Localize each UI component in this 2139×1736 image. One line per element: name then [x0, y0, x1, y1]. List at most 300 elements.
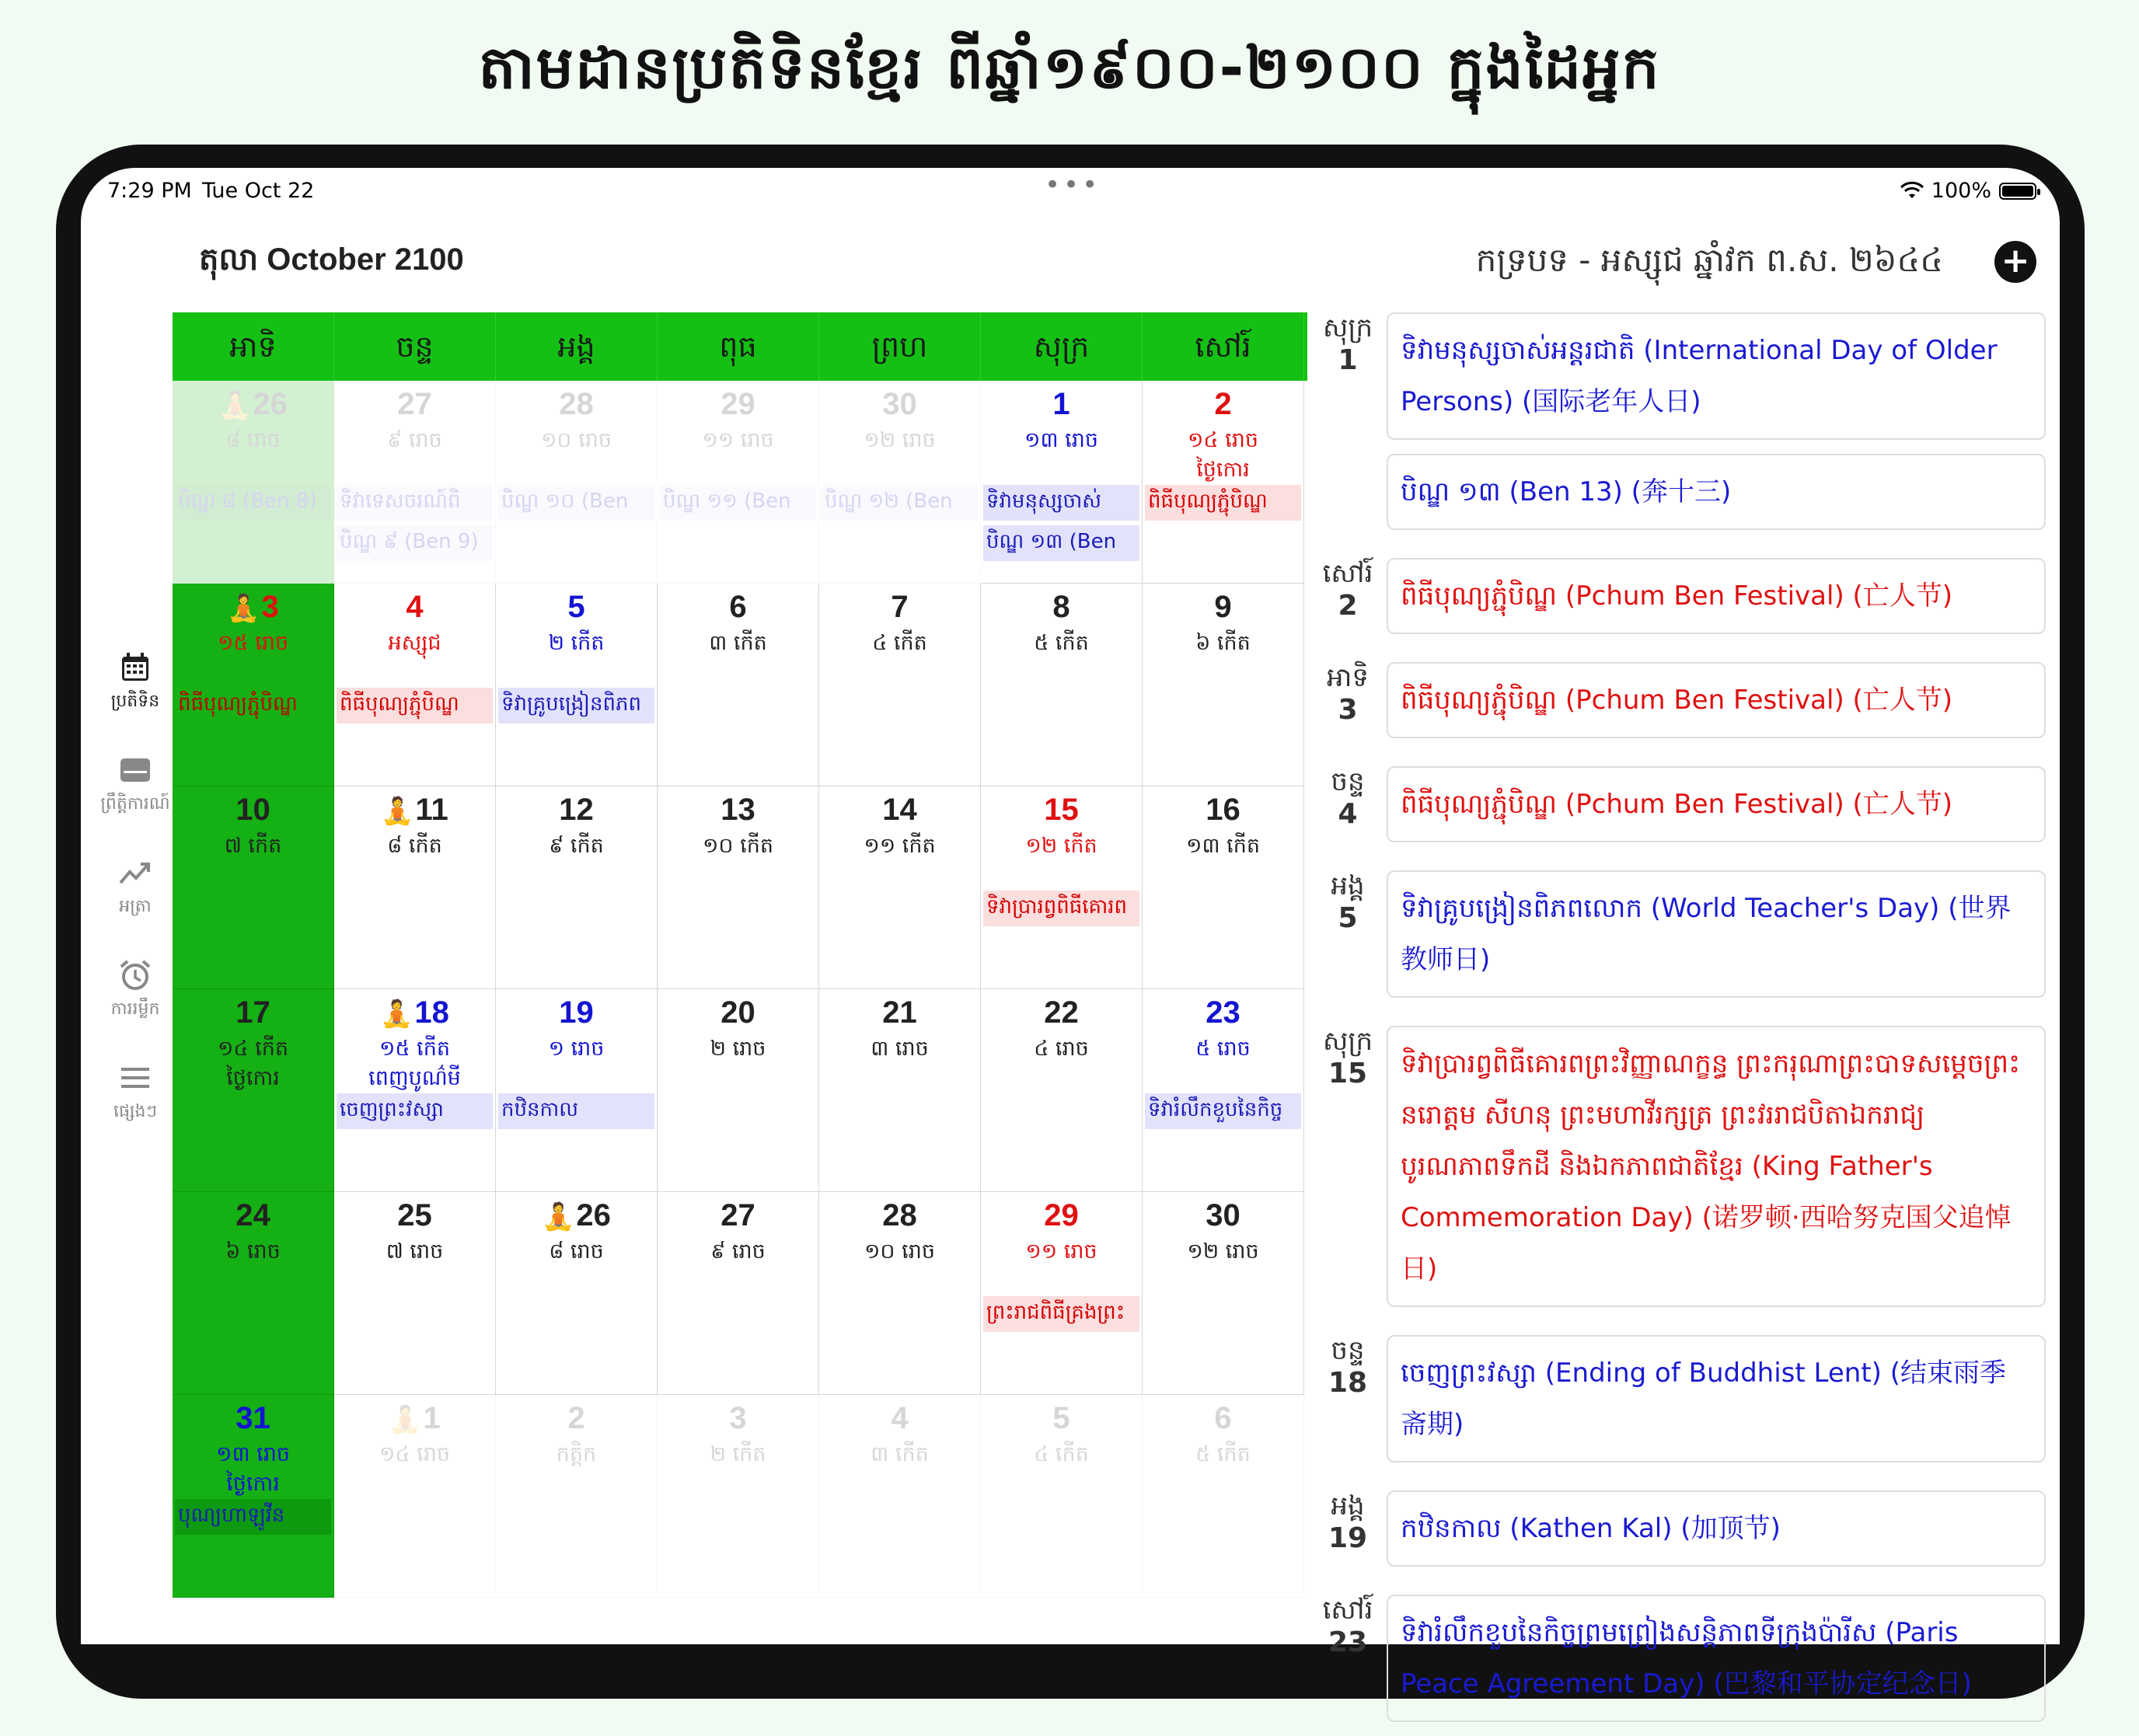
- day-number-text: 6: [1214, 1401, 1232, 1435]
- day-number: [173, 387, 333, 422]
- day-number: [1143, 1198, 1303, 1233]
- day-events: [983, 485, 1139, 566]
- day-number-text: 2: [1214, 387, 1232, 421]
- day-number-text: 30: [882, 387, 917, 421]
- lunar-line: ថ្ងៃកោរ: [226, 1472, 280, 1496]
- day-number-text: 28: [559, 387, 594, 421]
- event-cards: [1387, 558, 2046, 648]
- event-chip[interactable]: ទិវាប្រារព្វពិធីគោរព: [983, 891, 1139, 926]
- lunar-date: [819, 1034, 980, 1064]
- lunar-date: [819, 629, 980, 658]
- lunar-date: [658, 426, 818, 455]
- event-weekday: សុក្រ: [1322, 312, 1373, 343]
- lunar-line: ១១ រោច: [702, 428, 774, 452]
- calendar-grid: [173, 381, 1307, 1598]
- day-cell[interactable]: [173, 1192, 334, 1395]
- day-number-text: 23: [1206, 995, 1240, 1030]
- month-calendar: [173, 312, 1307, 1644]
- day-cell[interactable]: [1143, 381, 1304, 584]
- day-number: [496, 387, 657, 422]
- lunar-date: [334, 1440, 495, 1469]
- day-events: [1145, 485, 1301, 525]
- day-number-text: 10: [236, 793, 270, 827]
- day-cell[interactable]: [981, 786, 1143, 989]
- day-number: [981, 1198, 1142, 1233]
- event-chip[interactable]: បិណ្ឌ ១៣ (Ben: [983, 525, 1139, 561]
- day-events: [337, 1093, 493, 1134]
- lunar-line: អស្សុជ: [388, 631, 441, 655]
- day-number-text: 21: [882, 995, 917, 1030]
- status-time: 7:29 PM: [107, 179, 192, 203]
- day-cell[interactable]: [658, 1395, 819, 1598]
- lunar-date: [496, 1440, 657, 1469]
- day-number-text: 28: [882, 1198, 917, 1232]
- event-cards: [1387, 870, 2046, 1012]
- day-events: [822, 485, 978, 525]
- lunar-date: [819, 426, 980, 455]
- battery-percent: 100%: [1931, 179, 1991, 203]
- event-chip[interactable]: ព្រះរាជពិធីគ្រងព្រះ: [983, 1296, 1139, 1332]
- lunar-line: ១៤ រោច: [1188, 428, 1258, 452]
- day-number: [1143, 1401, 1303, 1436]
- day-number-text: 22: [1044, 995, 1079, 1030]
- event-card[interactable]: ចេញព្រះវស្សា (Ending of Buddhist Lent) (结束雨季斋期): [1387, 1335, 2046, 1462]
- day-number-text: 17: [236, 995, 270, 1030]
- lunar-date: [1143, 831, 1303, 861]
- lunar-date: [981, 1237, 1142, 1267]
- day-number-text: 12: [559, 793, 594, 827]
- day-cell[interactable]: [173, 584, 334, 786]
- weekday-label: ពុធ: [658, 312, 819, 381]
- day-cell[interactable]: [658, 989, 819, 1192]
- day-number-text: 4: [406, 590, 424, 624]
- day-number: [1143, 793, 1303, 828]
- day-events: [983, 1296, 1139, 1337]
- lunar-date: [1143, 1034, 1303, 1064]
- day-cell[interactable]: [173, 1395, 334, 1598]
- event-day: 15: [1328, 1058, 1368, 1089]
- event-day: 4: [1338, 798, 1358, 830]
- weekday-label: សុក្រ: [981, 312, 1143, 381]
- event-date: [1317, 1595, 1379, 1736]
- event-cards: [1387, 766, 2046, 856]
- lunar-line: ១៣ រោច: [1024, 428, 1098, 452]
- event-group: [1317, 662, 2055, 752]
- event-chip[interactable]: ពិធីបុណ្យភ្ជុំបិណ្ឌ: [1145, 485, 1301, 521]
- day-cell[interactable]: [981, 584, 1143, 786]
- event-chip[interactable]: ពិធីបុណ្យភ្ជុំបិណ្ឌ: [178, 692, 298, 716]
- event-day: 18: [1328, 1367, 1368, 1399]
- menu-icon: [117, 1060, 153, 1096]
- day-number: [1143, 590, 1303, 625]
- day-number-text: 26: [253, 387, 288, 421]
- day-events: [1145, 1093, 1301, 1134]
- wifi-icon: [1900, 183, 1924, 200]
- lunar-date: [173, 426, 333, 455]
- lunar-date: [334, 831, 495, 861]
- day-number: [173, 793, 333, 828]
- sidebar-item-label: ប្រតិទិន: [110, 692, 160, 711]
- lunar-date: [819, 1440, 980, 1469]
- lunar-date: [658, 629, 818, 658]
- day-cell[interactable]: [496, 381, 658, 584]
- event-weekday: ចន្ទ: [1331, 766, 1365, 797]
- event-card[interactable]: ពិធីបុណ្យភ្ជុំបិណ្ឌ (Pchum Ben Festival) (亡人节): [1387, 766, 2046, 842]
- day-events: [498, 485, 654, 525]
- event-weekday: ចន្ទ: [1331, 1335, 1365, 1366]
- event-group: [1317, 1595, 2055, 1736]
- day-events: [983, 891, 1139, 931]
- event-cards: [1387, 1490, 2046, 1581]
- lunar-line: ៩ រោច: [387, 428, 442, 452]
- sidebar-item-label: ផ្សេងៗ: [113, 1102, 157, 1121]
- event-group: [1317, 1335, 2055, 1476]
- day-number-text: 1: [423, 1401, 441, 1435]
- day-number-text: 15: [1044, 793, 1079, 827]
- weekday-label: សៅរ៍: [1143, 312, 1304, 381]
- day-cell[interactable]: [1143, 1192, 1304, 1395]
- event-cards: [1387, 1026, 2046, 1321]
- lunar-date: [334, 629, 495, 658]
- day-number: [658, 1198, 818, 1233]
- event-card[interactable]: កឋិនកាល (Kathen Kal) (加顶节): [1387, 1490, 2046, 1567]
- lunar-line: ១១ រោច: [1025, 1239, 1097, 1264]
- status-date: Tue Oct 22: [202, 179, 315, 203]
- multitask-dots[interactable]: •••: [1045, 169, 1101, 200]
- lunar-line: ៣ កើត: [709, 631, 767, 655]
- lunar-line: ១០ កើត: [703, 834, 773, 858]
- day-cell[interactable]: [658, 786, 819, 989]
- lunar-line: ១៤ រោច: [379, 1442, 450, 1466]
- lunar-line: ៦ កើត: [1195, 631, 1251, 655]
- event-date: [1317, 558, 1379, 648]
- lunar-date: [173, 1034, 333, 1093]
- event-weekday: អង្គ: [1331, 870, 1365, 901]
- day-events: [175, 688, 331, 728]
- day-number-text: 3: [261, 590, 279, 624]
- day-cell[interactable]: [981, 1395, 1143, 1598]
- event-date: [1317, 662, 1379, 752]
- event-chip[interactable]: ពិធីបុណ្យភ្ជុំបិណ្ឌ: [337, 688, 493, 723]
- day-events: [175, 485, 331, 525]
- lunar-line: ៦ រោច: [225, 1239, 281, 1264]
- calendar-icon: [117, 650, 153, 685]
- lunar-line: ៣ កើត: [871, 1442, 929, 1466]
- day-number: [173, 1401, 333, 1436]
- lunar-date: [334, 1237, 495, 1267]
- lunar-date: [1143, 426, 1303, 485]
- lunar-date: [981, 1034, 1142, 1064]
- day-number: [173, 995, 333, 1030]
- day-number-text: 18: [414, 995, 449, 1030]
- news-icon: [117, 752, 153, 788]
- day-cell[interactable]: [334, 1192, 496, 1395]
- event-chip[interactable]: ទិវាទេសចរណ៍ពិ: [337, 485, 493, 521]
- lunar-line: ៤ កើត: [1034, 1442, 1089, 1466]
- event-chip[interactable]: ទិវាមនុស្សចាស់: [983, 485, 1139, 521]
- event-date: [1317, 766, 1379, 856]
- day-cell[interactable]: [496, 989, 658, 1192]
- lunar-date: [658, 831, 818, 861]
- lunar-line: ១១ កើត: [864, 834, 936, 858]
- event-date: [1317, 1490, 1379, 1581]
- day-number: [981, 1401, 1142, 1436]
- lunar-line: ១២ រោច: [864, 428, 936, 452]
- day-number: [658, 387, 818, 422]
- event-chip[interactable]: កឋិនកាល: [498, 1093, 654, 1129]
- day-number-text: 24: [236, 1198, 270, 1232]
- event-day: 19: [1328, 1522, 1368, 1554]
- lunar-date: [658, 1440, 818, 1469]
- lunar-date: [981, 1440, 1142, 1469]
- lunar-date: [658, 1237, 818, 1267]
- lunar-date: [981, 629, 1142, 658]
- lunar-date: [658, 1034, 818, 1064]
- lunar-line: ៥ រោច: [1195, 1037, 1251, 1061]
- day-cell[interactable]: [334, 584, 496, 786]
- day-number: [334, 387, 495, 422]
- day-cell[interactable]: [496, 786, 658, 989]
- event-cards: [1387, 312, 2046, 544]
- event-weekday: សៅរ៍: [1322, 558, 1373, 589]
- day-cell[interactable]: [334, 381, 496, 584]
- event-chip[interactable]: បិណ្ឌ ៩ (Ben 9): [337, 525, 493, 561]
- weekday-label: ចន្ទ: [334, 312, 496, 381]
- day-number: [658, 1401, 818, 1436]
- day-cell[interactable]: [981, 1192, 1143, 1395]
- day-number-text: 3: [729, 1401, 747, 1435]
- event-weekday: អាទិ: [1327, 662, 1369, 693]
- lunar-line: ៥ កើត: [1034, 631, 1089, 655]
- day-number-text: 14: [882, 793, 917, 827]
- day-cell[interactable]: [819, 1192, 981, 1395]
- day-cell[interactable]: [496, 1395, 658, 1598]
- day-cell[interactable]: [819, 1395, 981, 1598]
- day-cell[interactable]: [334, 1395, 496, 1598]
- day-cell[interactable]: [981, 381, 1143, 584]
- event-day: 23: [1328, 1626, 1368, 1658]
- day-number-text: 25: [397, 1198, 432, 1232]
- sidebar-item-label: ការរម្លឹក: [110, 999, 160, 1019]
- day-number: [1143, 995, 1303, 1030]
- day-number: [334, 793, 495, 828]
- lunar-line: ១២ រោច: [1187, 1239, 1259, 1264]
- day-number-text: 4: [891, 1401, 909, 1435]
- monk-icon: 🧘: [381, 797, 414, 826]
- day-cell[interactable]: [1143, 584, 1304, 786]
- day-events: [498, 1093, 654, 1134]
- lunar-line: ៧ រោច: [386, 1239, 444, 1264]
- lunar-line: ៨ រោច: [225, 428, 281, 452]
- day-number-text: 27: [397, 387, 432, 421]
- day-cell[interactable]: [658, 381, 819, 584]
- day-cell[interactable]: [1143, 989, 1304, 1192]
- lunar-date: [981, 426, 1142, 455]
- day-number-text: 8: [1052, 590, 1070, 624]
- event-chip[interactable]: ទិវារំលឹកខួបនៃកិច្ច: [1145, 1093, 1301, 1129]
- weekday-label: ព្រហ: [819, 312, 981, 381]
- event-card[interactable]: ទិវាប្រារព្វពិធីគោរពព្រះវិញ្ញាណក្ខន្ធ ព្រះករុណាព្រះបាទសម្តេចព្រះ នរោត្តម សីហនុ ព្រះមហាវីរក្សត្រ ព្រះវររាជបិតាឯករាជ្យ បូរណភាពទឹកដី និងឯកភាពជាតិខ្មែរ (King Father's Commemoration Day) (诺罗顿·西哈努克国父追悼日): [1387, 1026, 2046, 1307]
- lunar-date: [819, 1237, 980, 1267]
- event-group: [1317, 766, 2055, 856]
- day-number: [981, 590, 1142, 625]
- status-right: [1900, 179, 2036, 203]
- event-card[interactable]: ទិវាគ្រូបង្រៀនពិភពលោក (World Teacher's Day) (世界教师日): [1387, 870, 2046, 998]
- lunar-line: ១២ កើត: [1025, 834, 1097, 858]
- lunar-date: [496, 1034, 657, 1064]
- event-group: [1317, 870, 2055, 1012]
- lunar-date: [496, 831, 657, 861]
- monk-icon: 🧘: [227, 594, 260, 623]
- lunar-date: [334, 426, 495, 455]
- event-group: [1317, 312, 2055, 544]
- day-cell[interactable]: [1143, 1395, 1304, 1598]
- event-chip[interactable]: បិណ្ឌ ១២ (Ben: [822, 485, 978, 521]
- lunar-line: ៣ រោច: [871, 1037, 929, 1061]
- day-number-text: 9: [1214, 590, 1232, 624]
- day-cell[interactable]: [173, 786, 334, 989]
- day-number-text: 13: [721, 793, 755, 827]
- day-number: [819, 590, 980, 625]
- day-number: [819, 995, 980, 1030]
- battery-icon: [1999, 183, 2036, 200]
- lunar-line: ១៥ រោច: [218, 631, 288, 655]
- day-cell[interactable]: [173, 381, 334, 584]
- lunar-year-info: កទ្របទ - អស្សុជ ឆ្នាំវក ព.ស. ២៦៤៤: [1475, 241, 1943, 279]
- day-number-text: 1: [1052, 387, 1070, 421]
- day-cell[interactable]: [173, 989, 334, 1192]
- event-group: [1317, 1026, 2055, 1321]
- add-button[interactable]: +: [1994, 241, 2036, 283]
- event-date: [1317, 1026, 1379, 1321]
- day-number: [658, 995, 818, 1030]
- day-number-text: 2: [567, 1401, 585, 1435]
- lunar-date: [819, 831, 980, 861]
- day-number: [173, 590, 333, 625]
- day-cell[interactable]: [334, 989, 496, 1192]
- day-number: [334, 590, 495, 625]
- day-cell[interactable]: [819, 381, 981, 584]
- day-number: [334, 995, 495, 1030]
- event-chip[interactable]: បុណ្យហាឡូវីន: [175, 1499, 331, 1535]
- event-weekday: សៅរ៍: [1322, 1595, 1373, 1626]
- event-weekday: អង្គ: [1331, 1490, 1365, 1522]
- lunar-line: ៨ កើត: [387, 834, 442, 858]
- day-number: [819, 1198, 980, 1233]
- event-cards: [1387, 1335, 2046, 1476]
- lunar-line: ១០ រោច: [864, 1239, 935, 1264]
- day-cell[interactable]: [496, 1192, 658, 1395]
- event-date: [1317, 870, 1379, 1012]
- event-card[interactable]: បិណ្ឌ ១៣ (Ben 13) (奔十三): [1387, 454, 2046, 530]
- day-number: [819, 1401, 980, 1436]
- app-screen: [81, 168, 2060, 1699]
- lunar-date: [496, 629, 657, 658]
- promo-headline: តាមដានប្រតិទិនខ្មែរ ពីឆ្នាំ១៩០០-២១០០ ក្នុងដៃអ្នក: [478, 33, 1661, 102]
- day-number-text: 26: [576, 1198, 611, 1232]
- month-english: October 2100: [267, 242, 464, 277]
- day-events: [660, 485, 816, 525]
- day-cell[interactable]: [1143, 786, 1304, 989]
- day-number: [658, 590, 818, 625]
- event-chip[interactable]: បិណ្ឌ ៨ (Ben 8): [175, 485, 331, 521]
- event-chip[interactable]: ចេញព្រះវស្សា: [337, 1093, 493, 1129]
- event-card[interactable]: ទិវាមនុស្សចាស់អន្តរជាតិ (International Day of Older Persons) (国际老年人日): [1387, 312, 2046, 440]
- day-number-text: 30: [1206, 1198, 1240, 1232]
- event-cards: [1387, 1595, 2046, 1736]
- lunar-date: [496, 1237, 657, 1267]
- event-card[interactable]: ពិធីបុណ្យភ្ជុំបិណ្ឌ (Pchum Ben Festival) (亡人节): [1387, 558, 2046, 634]
- lunar-date: [981, 831, 1142, 861]
- day-number-text: 11: [415, 793, 448, 827]
- weekday-label: អង្គ: [496, 312, 658, 381]
- day-cell[interactable]: [981, 989, 1143, 1192]
- day-cell[interactable]: [496, 584, 658, 786]
- event-chip[interactable]: ទិវាគ្រូបង្រៀនពិភព: [498, 688, 654, 723]
- event-chip[interactable]: បិណ្ឌ ១១ (Ben: [660, 485, 816, 521]
- day-events: [337, 688, 493, 728]
- lunar-line: ពេញបូណ៌មី: [368, 1066, 461, 1090]
- day-events: [175, 1499, 331, 1539]
- lunar-line: ២ រោច: [710, 1037, 766, 1061]
- monk-icon: 🧘: [380, 999, 413, 1029]
- day-number: [981, 793, 1142, 828]
- weekday-header: [173, 312, 1307, 381]
- day-cell[interactable]: [819, 786, 981, 989]
- day-number-text: 6: [729, 590, 747, 624]
- alarm-icon: [117, 957, 153, 993]
- day-number-text: 20: [721, 995, 755, 1030]
- event-group: [1317, 1490, 2055, 1581]
- trend-icon: [117, 855, 153, 891]
- day-number-text: 29: [1044, 1198, 1079, 1232]
- lunar-date: [173, 1237, 333, 1267]
- lunar-line: ថ្ងៃកោរ: [1196, 458, 1250, 482]
- day-cell[interactable]: [658, 1192, 819, 1395]
- lunar-line: ៥ កើត: [1195, 1442, 1251, 1466]
- day-number: [496, 793, 657, 828]
- day-number: [1143, 387, 1303, 422]
- event-chip[interactable]: បិណ្ឌ ១០ (Ben: [498, 485, 654, 521]
- event-cards: [1387, 662, 2046, 752]
- lunar-line: ១៣ កើត: [1186, 834, 1260, 858]
- day-cell[interactable]: [819, 989, 981, 1192]
- month-khmer: តុលា: [199, 242, 259, 277]
- day-number: [496, 1401, 657, 1436]
- day-number: [819, 387, 980, 422]
- lunar-line: ៩ រោច: [710, 1239, 766, 1264]
- day-events: [337, 485, 493, 566]
- sidebar-item-label: ព្រឹត្តិការណ៍: [100, 794, 170, 814]
- day-number: [496, 1198, 657, 1233]
- lunar-line: ១៣ រោច: [216, 1442, 290, 1466]
- lunar-line: ១៥ កើត: [379, 1037, 450, 1061]
- lunar-line: ៤ រោច: [1034, 1037, 1089, 1061]
- event-day: 3: [1338, 694, 1358, 726]
- day-cell[interactable]: [658, 584, 819, 786]
- day-number: [981, 387, 1142, 422]
- monk-icon: 🧘: [389, 1405, 422, 1434]
- day-number: [981, 995, 1142, 1030]
- sidebar-item-label: អត្រា: [119, 897, 152, 916]
- event-card[interactable]: ពិធីបុណ្យភ្ជុំបិណ្ឌ (Pchum Ben Festival) (亡人节): [1387, 662, 2046, 738]
- day-number: [819, 793, 980, 828]
- event-list: [1317, 312, 2055, 1699]
- day-cell[interactable]: [334, 786, 496, 989]
- event-card[interactable]: ទិវារំលឹកខួបនៃកិច្ចព្រមព្រៀងសន្តិភាពទីក្រុងប៉ារីស (Paris Peace Agreement Day) (巴黎和平协定纪念日): [1387, 1595, 2046, 1722]
- day-cell[interactable]: [819, 584, 981, 786]
- monk-icon: 🧘: [218, 391, 252, 420]
